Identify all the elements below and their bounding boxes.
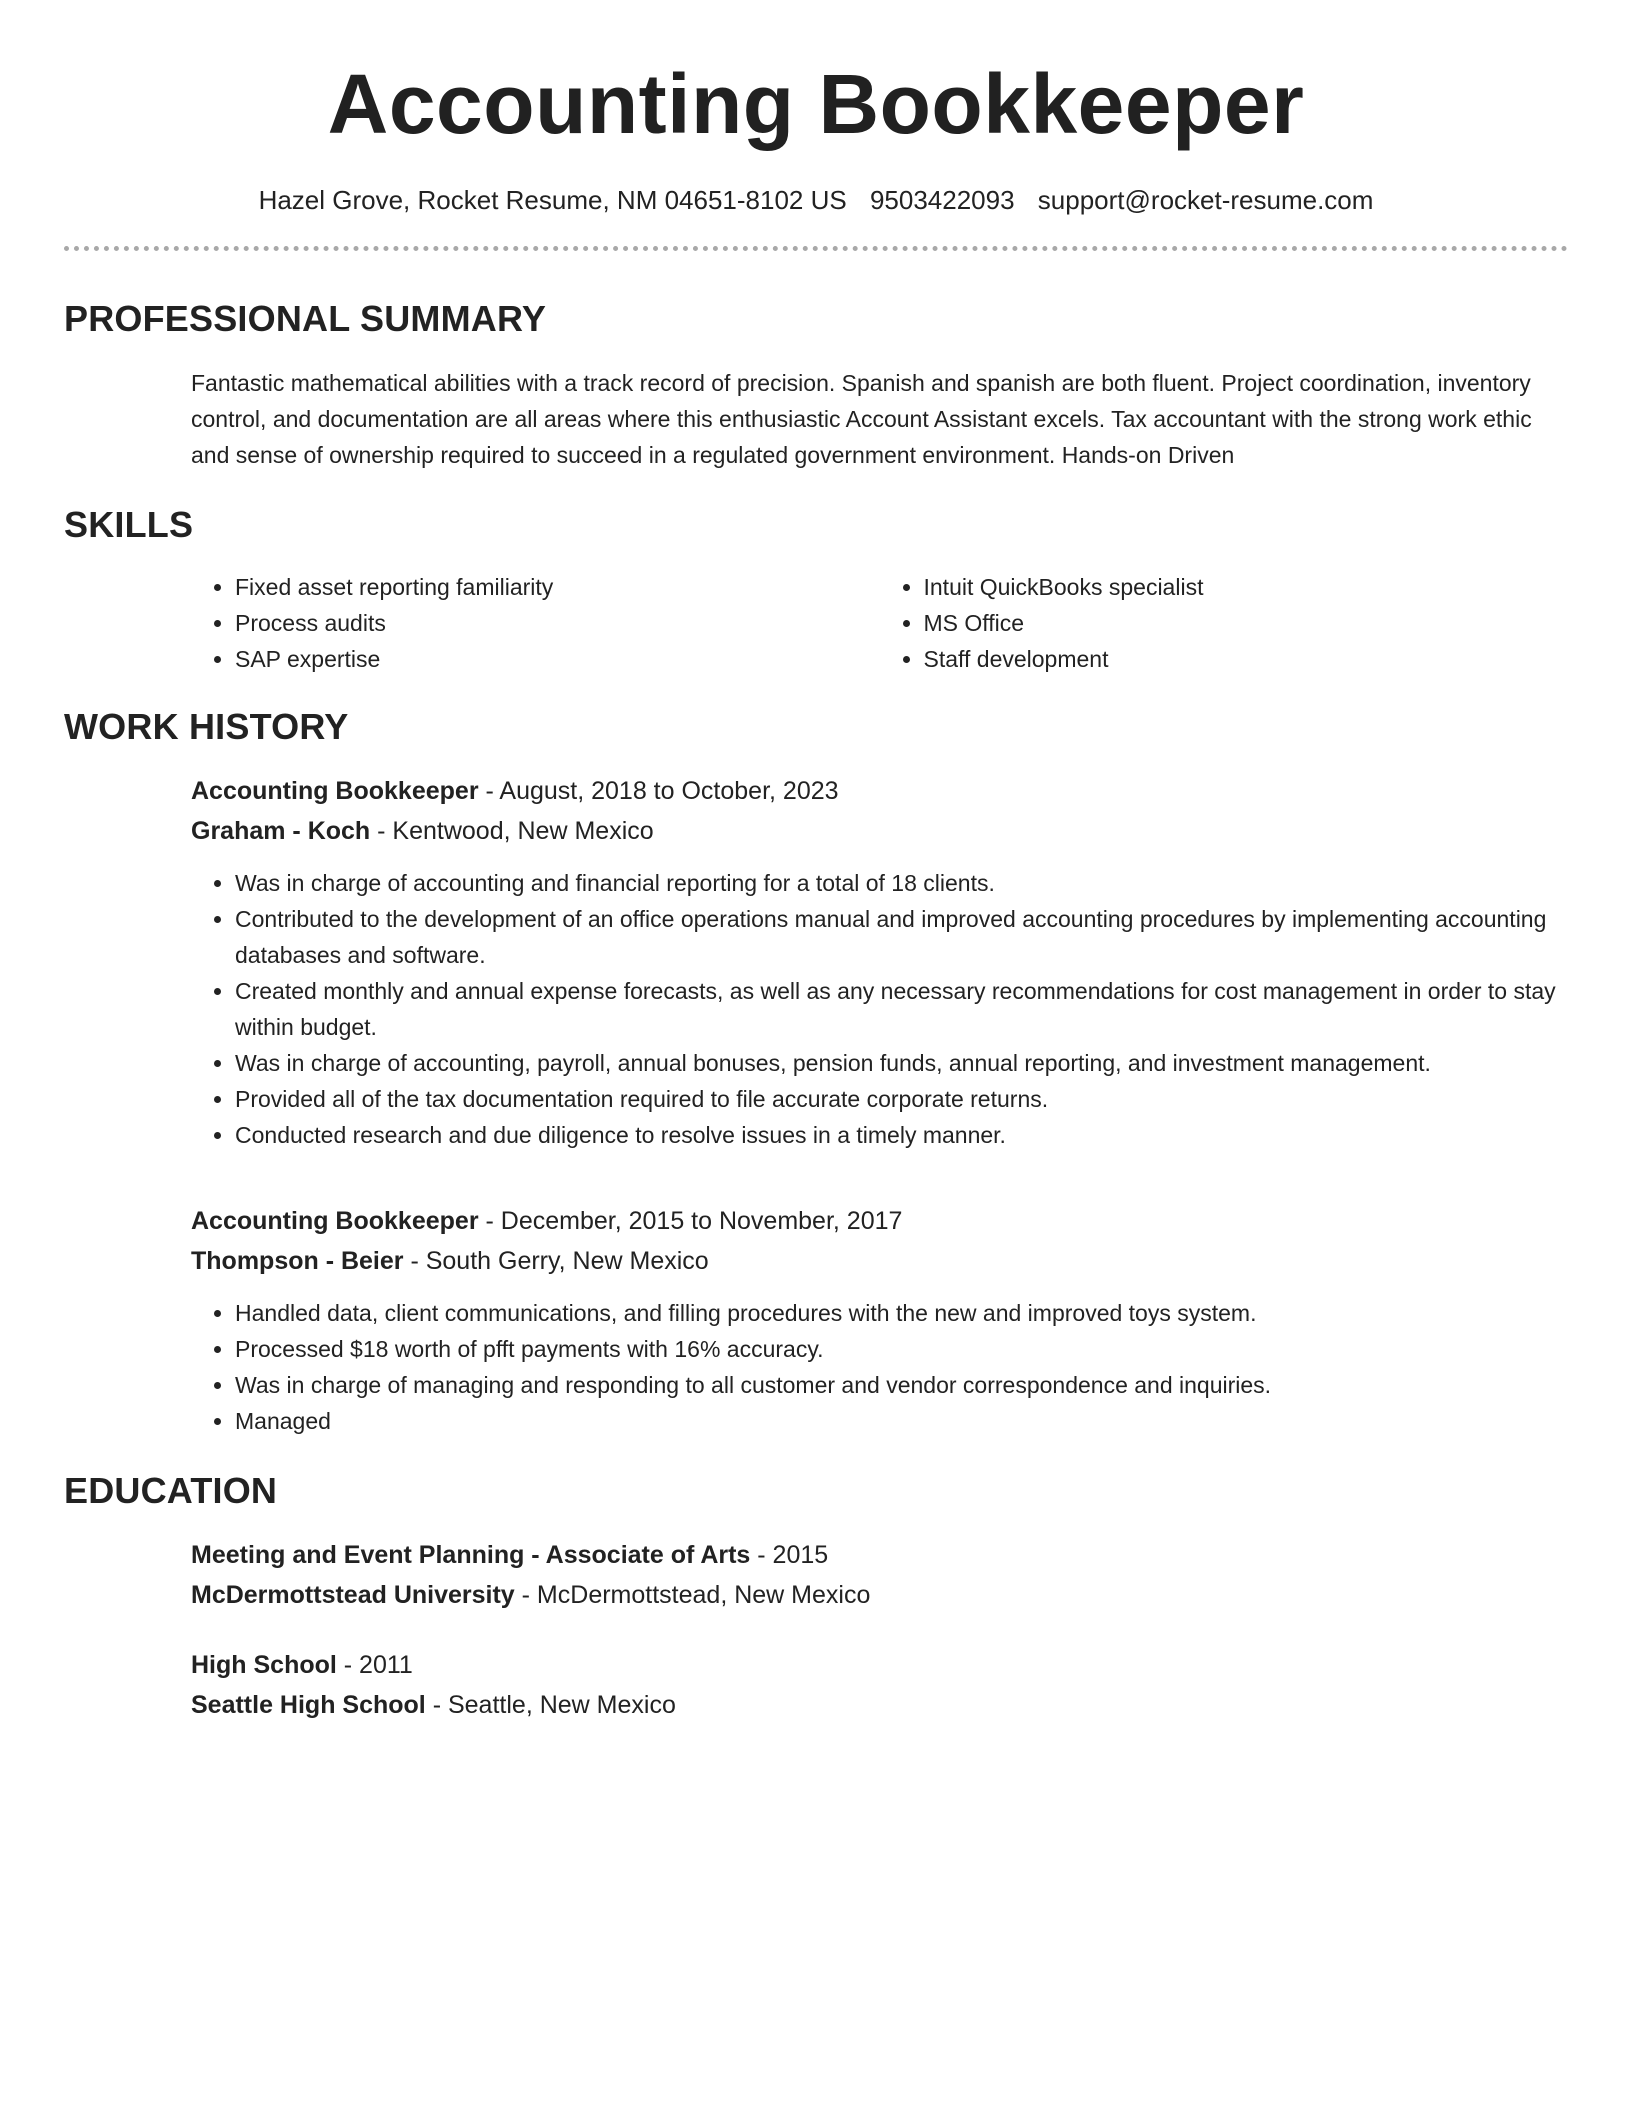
job-company-row xyxy=(191,1241,1568,1281)
job-location: - Kentwood, New Mexico xyxy=(370,817,654,845)
job-bullet: • Created monthly and annual expense forecasts, as well as any necessary recommendations for cost management in order to stay within budget. xyxy=(235,973,1568,1045)
skills-heading: SKILLS xyxy=(64,504,194,545)
job-bullet: • Was in charge of accounting, payroll, annual bonuses, pension funds, annual reporting, and investment management. xyxy=(235,1045,1568,1081)
skills-column-left xyxy=(191,569,880,677)
education-degree: Meeting and Event Planning - Associate of Arts xyxy=(191,1541,751,1569)
job-bullet: • Handled data, client communications, and filling procedures with the new and improved toys system. xyxy=(235,1295,1568,1331)
skill-item: • MS Office xyxy=(924,605,1569,641)
job-bullet: • Managed xyxy=(235,1403,1568,1439)
education-year: - 2015 xyxy=(750,1541,829,1569)
education-location: - McDermottstead, New Mexico xyxy=(514,1581,871,1609)
job-bullets xyxy=(191,865,1568,1153)
education-entry xyxy=(191,1645,1568,1725)
education-school-row xyxy=(191,1685,1568,1725)
job-bullet: • Contributed to the development of an office operations manual and improved accounting procedures by implementing accounting databases and software. xyxy=(235,901,1568,973)
contact-phone: 9503422093 xyxy=(869,185,1015,215)
education-year: - 2011 xyxy=(336,1651,413,1679)
contact-line xyxy=(64,182,1568,218)
contact-address: Hazel Grove, Rocket Resume, NM 04651-8102 US xyxy=(258,185,847,215)
work-history-heading: WORK HISTORY xyxy=(64,706,349,747)
education-school: McDermottstead University xyxy=(191,1581,515,1609)
job-bullet: • Provided all of the tax documentation required to file accurate corporate returns. xyxy=(235,1081,1568,1117)
job-role: Accounting Bookkeeper xyxy=(191,777,479,805)
job-bullet: • Was in charge of managing and responding to all customer and vendor correspondence and inquiries. xyxy=(235,1367,1568,1403)
education-heading: EDUCATION xyxy=(64,1470,278,1511)
skill-item: • Intuit QuickBooks specialist xyxy=(924,569,1569,605)
job-bullet: • Conducted research and due diligence to resolve issues in a timely manner. xyxy=(235,1117,1568,1153)
job-bullets xyxy=(191,1295,1568,1439)
job-entry xyxy=(191,1201,1568,1439)
summary-heading: PROFESSIONAL SUMMARY xyxy=(64,298,547,339)
job-entry xyxy=(191,771,1568,1153)
job-company: Thompson - Beier xyxy=(191,1247,404,1275)
job-title-row xyxy=(191,771,1568,811)
job-dates: - December, 2015 to November, 2017 xyxy=(478,1207,903,1235)
header-divider xyxy=(64,246,1568,251)
education-degree: High School xyxy=(191,1651,337,1679)
skill-item: • Staff development xyxy=(924,641,1569,677)
skills-column-right xyxy=(880,569,1569,677)
job-bullet: • Processed $18 worth of pfft payments with 16% accuracy. xyxy=(235,1331,1568,1367)
skill-item: • Process audits xyxy=(235,605,880,641)
job-company-row xyxy=(191,811,1568,851)
education-degree-row xyxy=(191,1535,1568,1575)
skills-list xyxy=(191,569,1568,677)
education-school: Seattle High School xyxy=(191,1691,426,1719)
contact-email: support@rocket-resume.com xyxy=(1037,185,1374,215)
job-dates: - August, 2018 to October, 2023 xyxy=(478,777,839,805)
education-entry xyxy=(191,1535,1568,1615)
education-school-row xyxy=(191,1575,1568,1615)
job-role: Accounting Bookkeeper xyxy=(191,1207,479,1235)
skill-item: • SAP expertise xyxy=(235,641,880,677)
job-company: Graham - Koch xyxy=(191,817,371,845)
job-location: - South Gerry, New Mexico xyxy=(403,1247,709,1275)
candidate-name: Accounting Bookkeeper xyxy=(327,57,1305,151)
education-degree-row xyxy=(191,1645,1568,1685)
education-location: - Seattle, New Mexico xyxy=(425,1691,676,1719)
job-title-row xyxy=(191,1201,1568,1241)
summary-text: Fantastic mathematical abilities with a track record of precision. Spanish and spanish are both fluent. Project coordination, inventory control, and documentation are all areas where this enthusiastic Account Assistant excels. Tax accountant with the strong work ethic and sense of ownership required to succeed in a regulated government environment. Hands-on Driven xyxy=(191,370,1532,468)
skill-item: • Fixed asset reporting familiarity xyxy=(235,569,880,605)
job-bullet: • Was in charge of accounting and financial reporting for a total of 18 clients. xyxy=(235,865,1568,901)
